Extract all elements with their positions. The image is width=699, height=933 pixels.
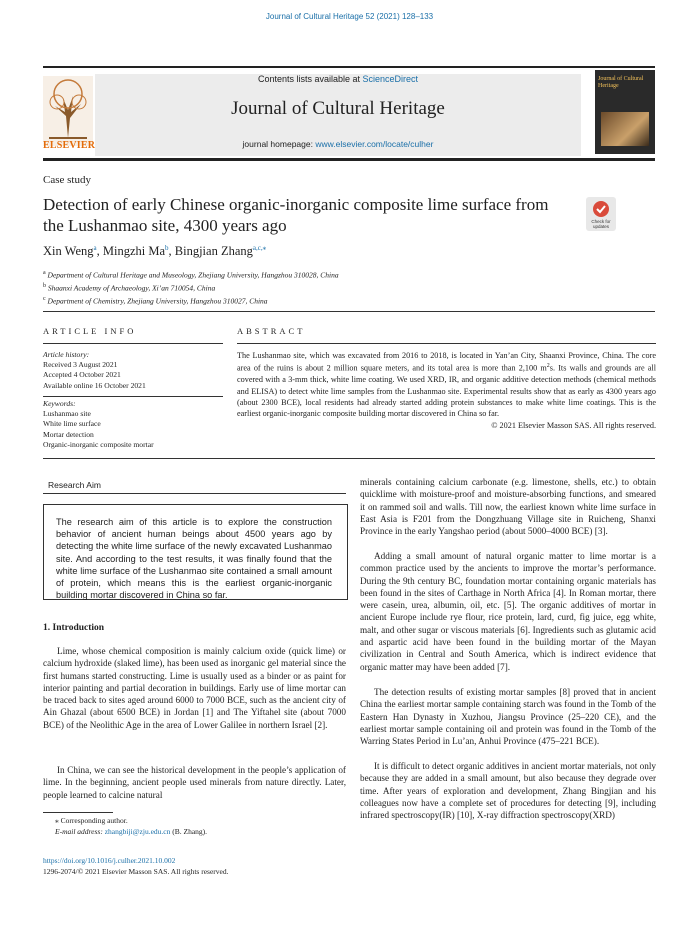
affiliation-item xyxy=(43,294,339,307)
affiliation-sup: c xyxy=(43,296,46,302)
article-type: Case study xyxy=(43,174,91,186)
check-for-updates-icon[interactable] xyxy=(586,197,616,231)
divider xyxy=(43,343,223,344)
homepage-prefix: journal homepage: xyxy=(242,139,316,149)
divider xyxy=(237,343,656,344)
intro-paragraph: minerals containing calcium carbonate (e.g. limestone, shells, etc.) to obtain quicklime with moisture-proof and moisture-absorbing functions, and smeared it on rammed soil and walls. Till now, the earliest known white lime surface in East Asia is F201 from the Dongzhuang Village site in Ruicheng, Shanxi Province in the early Yangshao period (about 5000–4000 BCE) [3]. xyxy=(360,477,656,537)
cover-artwork xyxy=(601,112,649,146)
abstract-sup: 2 xyxy=(546,363,550,370)
footnote-rule xyxy=(43,812,113,813)
affiliation-item xyxy=(43,281,339,294)
journal-reference[interactable]: Journal of Cultural Heritage 52 (2021) 128–133 xyxy=(265,12,434,21)
author-affil-sup[interactable]: b xyxy=(165,244,169,252)
email-suffix: (B. Zhang). xyxy=(170,826,208,836)
header-top-rule xyxy=(43,66,655,68)
corresponding-author-note: ⁎ Corresponding author. xyxy=(55,816,128,825)
contents-line xyxy=(95,74,581,84)
author-affil-sup[interactable]: a xyxy=(93,244,97,252)
affiliation-item xyxy=(43,268,339,281)
research-aim-text: The research aim of this article is to explore the construction behavior of ancient human beings about 4500 years ago by detecting the white lime surface of the newly excavated Lushanmao site. And according to the test results, it was finally found that the white lime surface of the Lushanmao site contained a small amount of protein, which means this is the earliest organic-inorganic building mortar discovered in China so far. xyxy=(56,517,332,601)
footnote xyxy=(55,816,345,837)
sciencedirect-link[interactable]: ScienceDirect xyxy=(362,74,419,84)
homepage-line xyxy=(95,139,581,149)
divider xyxy=(43,311,655,312)
affiliation-text: Department of Chemistry, Zhejiang University, Hangzhou 310027, China xyxy=(47,296,268,306)
cover-title: Journal of Cultural Heritage xyxy=(598,76,644,89)
email-label: E-mail address: xyxy=(55,826,105,836)
abstract-heading: ABSTRACT xyxy=(237,326,306,336)
author-name: Mingzhi Ma xyxy=(102,244,166,259)
history-label: Article history: xyxy=(43,350,90,359)
issn-line: 1296-2074/© 2021 Elsevier Masson SAS. All rights reserved. xyxy=(43,867,229,876)
divider xyxy=(43,493,346,494)
keyword-item: White lime surface xyxy=(43,419,101,429)
journal-cover-image[interactable] xyxy=(595,70,655,154)
abstract-part: The Lushanmao site, which was excavated from 2016 to 2018, is located in Yan’an City, Shaanxi Province, China. The core area of the ruins is about 2 million square meters, and its total area is more than 2,100 m xyxy=(237,351,656,374)
intro-heading: 1. Introduction xyxy=(43,623,105,633)
abstract-part: s. Its walls and grounds are all covered with a 3-mm thick, white lime coating. We used XRD, IR, and organic additive detection methods (chemical methods and ELISA) to detect white lime samples from the Lushanmao site. Experimental results show that as early as 4300 years ago (about 2300 BCE), local residents had already started adding protein substances to make white lime coatings. This is the earliest organic-inorganic composite building mortar discovered in China so far. xyxy=(237,364,656,419)
author-list: Xin Weng$^a$, Mingzhi Ma$^b$, Bingjian Zhang$^{a,c,⁎}$ xyxy=(43,244,267,259)
author-affil-sup[interactable]: a,c,⁎ xyxy=(252,244,267,252)
author-name: Bingjian Zhang xyxy=(174,244,253,259)
author-name: Xin Weng xyxy=(43,244,94,259)
journal-header xyxy=(43,66,655,158)
intro-paragraph: Adding a small amount of natural organic matter to lime mortar is a common practice used by the ancients to improve the mortar’s performance. During the 9th century BC, foundation mortar containing organic materials has been found in the sites of Carthage in North Africa [4]. In Roman mortar, there were casein, urea, albumin, oil, etc. [5]. The organic additives of mortar in ancient Europe include rye flour, rice protein, lard, curd, fig juice, egg white, malt, and other sugar or viscous materials [6]. Ingredients such as glutamic acid and aspartic acid have been found in the building mortar of the Mayan civilization in Central and South America, which is indirect evidence that organic matter may have been added [7]. xyxy=(360,551,656,672)
intro-paragraph: The detection results of existing mortar samples [8] proved that in ancient China the earliest mortar sample containing starch was found in the Tomb of the Eastern Han Dynasty in Xuzhou, Jiangsu Province (25–220 CE), and the earliest mortar sample containing oil and protein was found in the Tomb of the Warring States Period in Lu’an, Anhui Province (475–221 BCE). xyxy=(360,687,656,747)
email-line xyxy=(55,827,345,838)
intro-paragraph: In China, we can see the historical development in the people’s application of lime. In the beginning, ancient people used minerals from nature directly. Later, people learned to calcine natural xyxy=(43,765,346,800)
affiliation-text: Department of Cultural Heritage and Museology, Zhejiang University, Hangzhou 310028, China xyxy=(47,270,339,280)
abstract-text xyxy=(237,350,656,431)
svg-text:Check for: Check for xyxy=(591,219,611,224)
affiliation-sup: a xyxy=(43,270,46,276)
affiliation-text: Shaanxi Academy of Archaeology, Xi’an 710054, China xyxy=(47,283,216,293)
article-history xyxy=(43,350,223,391)
intro-paragraph: It is difficult to detect organic additives in ancient mortar materials, not only because they are added in a small amount, but also because they degrade over time. After years of exploration and development, Zhang Bingjian and his colleagues now have a complete set of procedures for detecting [9], including infrared spectroscopy(IR) [10], X-ray diffraction spectroscopy(XRD) xyxy=(360,761,656,821)
header-bottom-rule xyxy=(43,158,655,161)
keywords-label: Keywords: xyxy=(43,399,76,408)
history-item: Available online 16 October 2021 xyxy=(43,380,146,390)
keywords xyxy=(43,399,223,450)
journal-title: Journal of Cultural Heritage xyxy=(231,98,445,119)
elsevier-tree-logo xyxy=(43,72,96,151)
elsevier-wordmark: ELSEVIER xyxy=(43,140,96,151)
divider xyxy=(43,458,655,459)
research-aim-label: Research Aim xyxy=(48,480,101,490)
affiliation-sup: b xyxy=(43,283,46,289)
history-item: Accepted 4 October 2021 xyxy=(43,370,121,380)
history-item: Received 3 August 2021 xyxy=(43,360,118,370)
intro-paragraph: Lime, whose chemical composition is mainly calcium oxide (quick lime) or calcium hydroxide (slaked lime), has been used as inorganic gel material since the first humans started constructing. Lime is usually used as a binder or as paint for interior painting and partial decoration in buildings. Early use of lime mortar can be traced back to sites aged around 6000 to 7000 BCE, such as the ancient city of Ain Ghazal (about 6500 BCE) in Jordan [1] and The Yiftahel site (about 7000 BCE) of the Neolithic Age in the area of Lower Galilee in northern Israel [2]. xyxy=(43,646,346,730)
svg-text:updates: updates xyxy=(592,224,610,229)
keyword-item: Mortar detection xyxy=(43,429,94,439)
divider xyxy=(43,396,223,397)
keyword-item: Lushanmao site xyxy=(43,409,91,419)
email-link[interactable]: zhangbiji@zju.edu.cn xyxy=(104,826,171,836)
doi-link[interactable]: https://doi.org/10.1016/j.culher.2021.10.002 xyxy=(43,856,176,865)
affiliations xyxy=(43,268,339,307)
article-title: Detection of early Chinese organic-inorganic composite lime surface from the Lushanmao site, 4300 years ago xyxy=(43,195,549,235)
contents-prefix: Contents lists available at xyxy=(257,74,363,84)
keyword-item: Organic-inorganic composite mortar xyxy=(43,439,154,449)
abstract-copyright: © 2021 Elsevier Masson SAS. All rights reserved. xyxy=(491,420,656,430)
homepage-link[interactable]: www.elsevier.com/locate/culher xyxy=(315,139,434,149)
article-info-heading: ARTICLE INFO xyxy=(43,326,137,336)
